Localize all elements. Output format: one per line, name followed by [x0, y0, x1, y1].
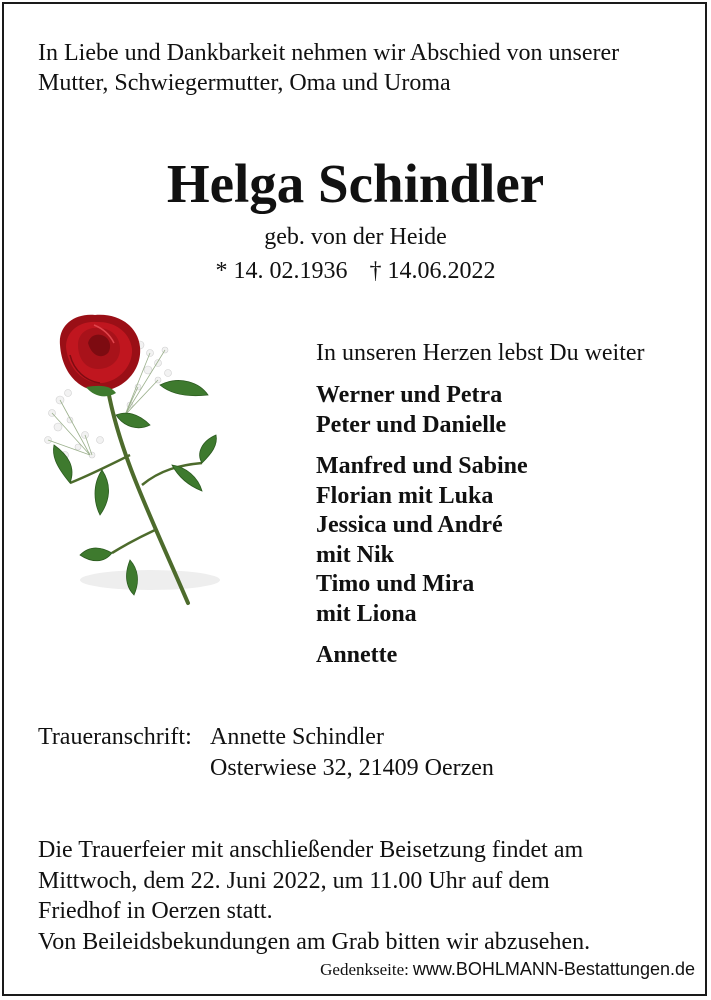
address-name: Annette Schindler	[210, 724, 384, 750]
service-line: Friedhof in Oerzen statt.	[38, 898, 273, 924]
red-rose-icon	[30, 305, 230, 615]
address-label: Traueranschrift:	[38, 724, 192, 750]
mourner-group	[316, 641, 397, 671]
service-info	[38, 835, 688, 957]
maiden-name: geb. von der Heide	[264, 224, 447, 250]
mourner-name: Peter und Danielle	[316, 411, 507, 438]
life-dates	[0, 256, 711, 286]
service-line: Die Trauerfeier mit anschließender Beisetzung findet am	[38, 837, 584, 863]
memorial-page-footer	[320, 959, 695, 980]
mourner-name: Annette	[316, 642, 398, 668]
intro-line: Mutter, Schwiegermutter, Oma und Uroma	[38, 70, 451, 96]
service-line: Mittwoch, dem 22. Juni 2022, um 11.00 Uhr auf dem	[38, 867, 550, 894]
mourner-name: Jessica und André	[316, 512, 503, 538]
mourner-name: Werner und Petra	[316, 382, 503, 408]
intro-line: In Liebe und Dankbarkeit nehmen wir Abschied von unserer	[38, 40, 620, 66]
memorial-page-link[interactable]: www.BOHLMANN-Bestattungen.de	[412, 959, 695, 979]
mourner-name: mit Liona	[316, 600, 417, 627]
mourner-name: Timo und Mira	[316, 571, 475, 597]
intro-text	[38, 38, 678, 98]
death-date: † 14.06.2022	[369, 258, 496, 284]
service-line: Von Beileidsbekundungen am Grab bitten wir abzusehen.	[38, 928, 591, 955]
address-street: Osterwiese 32, 21409 Oerzen	[210, 755, 494, 781]
mourning-address	[38, 722, 384, 752]
footer-label: Gedenkseite:	[320, 960, 409, 979]
deceased-name: Helga Schindler	[166, 153, 545, 214]
birth-date: * 14. 02.1936	[215, 258, 348, 284]
mourner-group	[316, 452, 528, 629]
mourner-name: mit Nik	[316, 541, 394, 568]
motto-text: In unseren Herzen lebst Du weiter	[316, 340, 645, 366]
mourner-name: Florian mit Luka	[316, 482, 494, 509]
mourner-name: Manfred und Sabine	[316, 453, 528, 479]
mourner-group	[316, 381, 506, 440]
